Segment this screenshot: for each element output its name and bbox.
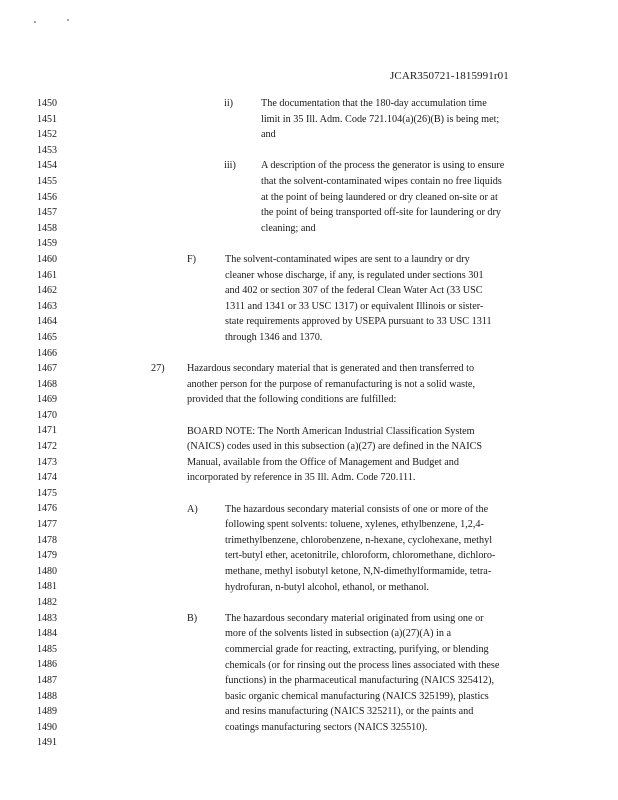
line-number: 1474 bbox=[37, 472, 57, 484]
line-number: 1459 bbox=[37, 238, 57, 250]
line-number: 1486 bbox=[37, 659, 57, 671]
line-number: 1452 bbox=[37, 129, 57, 141]
line-number: 1484 bbox=[37, 628, 57, 640]
line-number: 1472 bbox=[37, 441, 57, 453]
item-iii-text: A description of the process the generator is using to ensure that the solvent-contaminated wipes contain no free liquids at the point of being laundered or dry cleaned on-site or at the point of being transported off-site for laundering or dry cleaning; and bbox=[261, 160, 505, 234]
line-number: 1457 bbox=[37, 207, 57, 219]
subsection-27-label: 27) bbox=[151, 363, 165, 375]
line-number: 1468 bbox=[37, 378, 57, 390]
line-number: 1451 bbox=[37, 113, 57, 125]
line-number: 1490 bbox=[37, 721, 57, 733]
line-number: 1488 bbox=[37, 690, 57, 702]
item-iii-label: iii) bbox=[224, 160, 236, 172]
line-number: 1464 bbox=[37, 316, 57, 328]
subsection-27-text: Hazardous secondary material that is generated and then transferred to another person for the purpose of remanufacturing is not a solid waste, provided that the following conditions are fulfilled: bbox=[187, 363, 475, 406]
scan-speck bbox=[34, 21, 36, 23]
line-number: 1481 bbox=[37, 581, 57, 593]
line-number: 1456 bbox=[37, 191, 57, 203]
line-number: 1479 bbox=[37, 550, 57, 562]
item-A-label: A) bbox=[187, 503, 198, 515]
line-number: 1453 bbox=[37, 144, 57, 156]
line-number: 1477 bbox=[37, 519, 57, 531]
line-number: 1483 bbox=[37, 612, 57, 624]
line-number: 1482 bbox=[37, 597, 57, 608]
item-ii-label: ii) bbox=[224, 98, 234, 109]
line-number: 1478 bbox=[37, 534, 57, 546]
line-number: 1471 bbox=[37, 425, 57, 437]
line-number: 1473 bbox=[37, 456, 57, 468]
line-number: 1467 bbox=[37, 363, 57, 375]
item-ii-text: The documentation that the 180-day accumulation time limit in 35 Ill. Adm. Code 721.104(a)(26)(B) is being met; and bbox=[261, 98, 500, 141]
line-number: 1462 bbox=[37, 285, 57, 297]
board-note-text: BOARD NOTE: The North American Industrial Classification System (NAICS) codes used in this subsection (a)(27) are defined in the NAICS Manual, available from the Office of Management and Budget and incorporated by reference in 35 Ill. Adm. Code 720.111. bbox=[187, 425, 483, 484]
line-number: 1466 bbox=[37, 347, 57, 359]
line-number: 1463 bbox=[37, 300, 57, 312]
line-number: 1485 bbox=[37, 643, 57, 655]
line-number-column bbox=[37, 96, 69, 751]
line-number: 1489 bbox=[37, 706, 57, 718]
line-number: 1454 bbox=[37, 160, 57, 172]
line-number: 1455 bbox=[37, 175, 57, 187]
line-number: 1461 bbox=[37, 269, 57, 281]
document-id: JCAR350721-1815991r01 bbox=[390, 70, 509, 82]
item-B-text: The hazardous secondary material originated from using one or more of the solvents listed in subsection (a)(27)(A) in a commercial grade for reacting, extracting, purifying, or blending chemicals (or for rinsing out the process lines associated with these functions) in the pharmaceutical manufacturing (NAICS 325412), basic organic chemical manufacturing (NAICS 325199), plastics and resins manufacturing (NAICS 325211), or the paints and coatings manufacturing sectors (NAICS 325510). bbox=[225, 612, 500, 733]
scan-speck bbox=[67, 19, 69, 21]
line-number: 1480 bbox=[37, 565, 57, 577]
line-number: 1491 bbox=[37, 737, 57, 749]
item-F-label: F) bbox=[187, 254, 197, 265]
line-number: 1470 bbox=[37, 409, 57, 421]
item-F-text: The solvent-contaminated wipes are sent to a laundry or dry cleaner whose discharge, if any, is regulated under sections 301 and 402 or section 307 of the federal Clean Water Act (33 USC 1311 and 1341 or 33 USC 1317) or equivalent Illinois or sister- state requirements approved by USEPA pursuant to 33 USC 1311 through 1346 and 1370. bbox=[225, 254, 492, 343]
line-number: 1475 bbox=[37, 487, 57, 499]
line-number: 1460 bbox=[37, 253, 57, 265]
item-A-text: The hazardous secondary material consists of one or more of the following spent solvents: toluene, xylenes, ethylbenzene, 1,2,4- trimethylbenzene, chlorobenzene, n-hexane, cyclohexane, methyl tert-butyl ether, acetonitrile, chloroform, chloromethane, dichloro- methane, methyl isobutyl ketone, N,N-dimethylformamide, tetra- hydrofuran, n-butyl alcohol, ethanol, or methanol. bbox=[225, 503, 496, 593]
line-number: 1487 bbox=[37, 674, 57, 686]
line-number: 1469 bbox=[37, 394, 57, 406]
line-number: 1450 bbox=[37, 98, 57, 109]
line-number: 1458 bbox=[37, 222, 57, 234]
line-number: 1465 bbox=[37, 331, 57, 343]
item-B-label: B) bbox=[187, 612, 198, 624]
line-number: 1476 bbox=[37, 503, 57, 515]
